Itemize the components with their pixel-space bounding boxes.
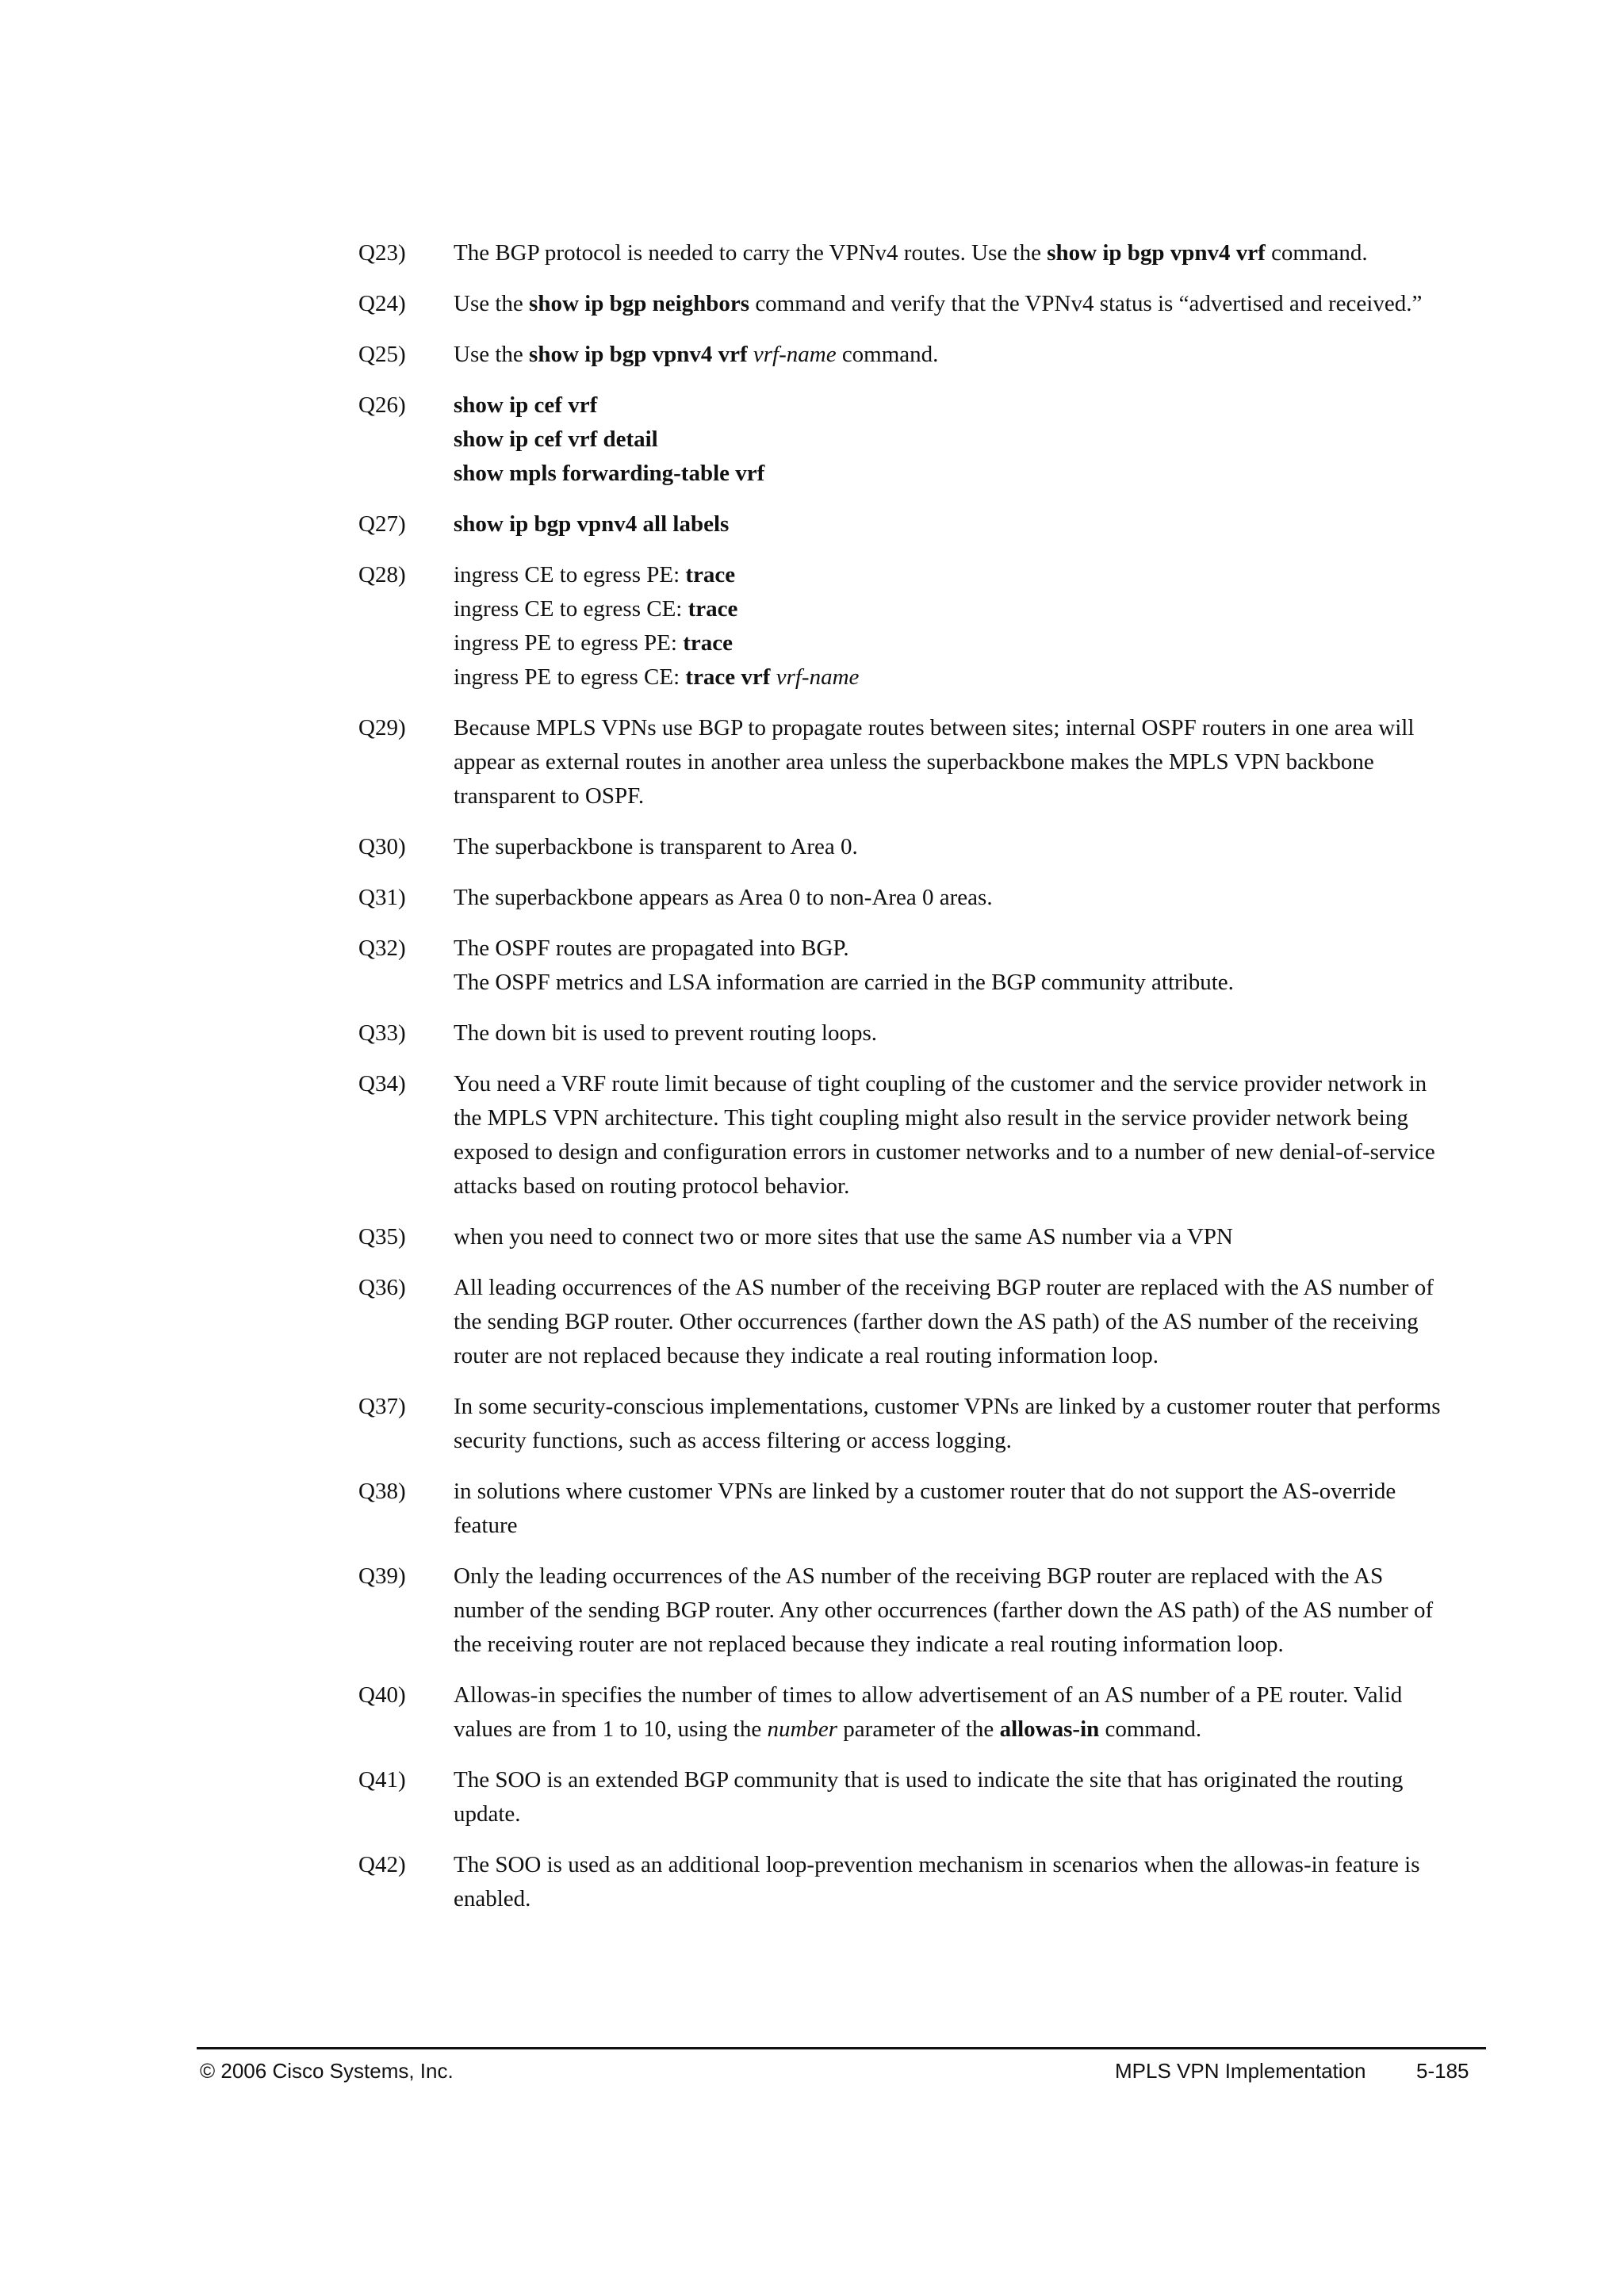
answer-line: [454, 1220, 1484, 1254]
question-number: Q39): [358, 1563, 406, 1589]
question-number: Q36): [358, 1275, 406, 1300]
answer-line: [454, 1305, 1484, 1339]
text-run: feature: [454, 1513, 518, 1538]
answer-line: [454, 1271, 1484, 1305]
answer-line: [454, 388, 1484, 423]
text-run: command.: [1099, 1716, 1202, 1742]
text-run: Use the: [454, 291, 530, 316]
question-number: Q31): [358, 885, 406, 910]
answer-item: [358, 830, 1484, 864]
text-run: Only the leading occurrences of the AS number of the receiving BGP router are replaced with the AS: [454, 1563, 1384, 1589]
answer-line: [454, 423, 1484, 457]
answer-line: [454, 1763, 1484, 1797]
answer-item: [358, 558, 1484, 695]
answer-text: [454, 1678, 1484, 1747]
answer-line: [454, 626, 1484, 660]
text-run: exposed to design and configuration errors in customer networks and to a number of new denial-of-service: [454, 1139, 1435, 1165]
answer-text: [454, 558, 1484, 695]
question-number: Q24): [358, 291, 406, 316]
command-text: show ip cef vrf: [454, 392, 598, 418]
text-run: The BGP protocol is needed to carry the VPNv4 routes. Use the: [454, 240, 1048, 266]
answer-line: [454, 1135, 1484, 1169]
answer-line: [454, 1339, 1484, 1373]
command-text: trace vrf: [685, 664, 771, 690]
answer-line: [454, 338, 1484, 372]
answer-line: [454, 558, 1484, 592]
text-run: ingress PE to egress PE:: [454, 630, 684, 656]
text-run: In some security-conscious implementations, customer VPNs are linked by a customer router that performs: [454, 1394, 1441, 1419]
answer-text: [454, 932, 1484, 1000]
answer-line: [454, 1712, 1484, 1747]
question-number: Q38): [358, 1479, 406, 1504]
text-run: Allowas-in specifies the number of times to allow advertisement of an AS number of a PE router. Valid: [454, 1682, 1403, 1708]
text-run: command.: [1265, 240, 1368, 266]
text-run: command.: [836, 342, 939, 367]
question-number: Q37): [358, 1394, 406, 1419]
text-run: the sending BGP router. Other occurrences (farther down the AS path) of the AS number of the receiving: [454, 1309, 1419, 1334]
answer-item: [358, 338, 1484, 372]
answer-text: [454, 1763, 1484, 1831]
command-text: show ip bgp neighbors: [529, 291, 750, 316]
text-run: the receiving router are not replaced because they indicate a real routing information loop.: [454, 1632, 1284, 1657]
text-run: The superbackbone appears as Area 0 to non-Area 0 areas.: [454, 885, 993, 910]
answer-text: [454, 1016, 1484, 1050]
text-run: command and verify that the VPNv4 status is “advertised and received.”: [749, 291, 1423, 316]
command-text: trace: [683, 630, 733, 656]
argument-text: vrf-name: [776, 664, 860, 690]
text-run: when you need to connect two or more sites that use the same AS number via a VPN: [454, 1224, 1233, 1249]
text-run: attacks based on routing protocol behavior.: [454, 1173, 850, 1199]
answer-item: [358, 1848, 1484, 1916]
text-run: appear as external routes in another area unless the superbackbone makes the MPLS VPN backbone: [454, 749, 1374, 775]
question-number: Q33): [358, 1020, 406, 1046]
command-text: show ip bgp vpnv4 vrf: [1047, 240, 1266, 266]
answer-text: [454, 881, 1484, 915]
text-run: The OSPF metrics and LSA information are carried in the BGP community attribute.: [454, 970, 1234, 995]
text-run: Use the: [454, 342, 530, 367]
footer-page-number: 5-185: [1416, 2059, 1469, 2083]
answer-text: [454, 1220, 1484, 1254]
answer-line: [454, 745, 1484, 779]
text-run: in solutions where customer VPNs are linked by a customer router that do not support the AS-override: [454, 1479, 1396, 1504]
answer-line: [454, 1509, 1484, 1543]
argument-text: vrf-name: [753, 342, 837, 367]
footer-document-title: MPLS VPN Implementation: [1115, 2059, 1366, 2083]
question-number: Q23): [358, 240, 406, 266]
question-number: Q32): [358, 936, 406, 961]
answer-text: [454, 1067, 1484, 1203]
answer-item: [358, 1475, 1484, 1543]
text-run: The superbackbone is transparent to Area 0.: [454, 834, 858, 859]
question-number: Q35): [358, 1224, 406, 1249]
text-run: number of the sending BGP router. Any other occurrences (farther down the AS path) of the AS number of: [454, 1598, 1434, 1623]
command-text: show mpls forwarding-table vrf: [454, 461, 765, 486]
answer-line: [454, 932, 1484, 966]
answer-item: [358, 1271, 1484, 1373]
text-run: You need a VRF route limit because of tight coupling of the customer and the service provider network in: [454, 1071, 1427, 1096]
answer-line: [454, 1848, 1484, 1882]
answer-line: [454, 1797, 1484, 1831]
answer-line: [454, 1594, 1484, 1628]
command-text: trace: [688, 596, 738, 622]
answer-text: [454, 287, 1484, 321]
answer-item: [358, 1220, 1484, 1254]
text-run: All leading occurrences of the AS number of the receiving BGP router are replaced with the AS number of: [454, 1275, 1434, 1300]
question-number: Q25): [358, 342, 406, 367]
answer-line: [454, 779, 1484, 813]
question-number: Q42): [358, 1852, 406, 1877]
answer-text: [454, 338, 1484, 372]
answer-line: [454, 457, 1484, 491]
text-run: ingress CE to egress PE:: [454, 562, 686, 587]
answer-line: [454, 236, 1484, 270]
text-run: Because MPLS VPNs use BGP to propagate routes between sites; internal OSPF routers in one area will: [454, 715, 1415, 740]
answer-text: [454, 1271, 1484, 1373]
text-run: parameter of the: [837, 1716, 1000, 1742]
text-run: transparent to OSPF.: [454, 783, 645, 809]
question-number: Q40): [358, 1682, 406, 1708]
answer-line: [454, 1016, 1484, 1050]
question-number: Q26): [358, 392, 406, 418]
answer-item: [358, 881, 1484, 915]
text-run: The SOO is an extended BGP community that is used to indicate the site that has originated the routing: [454, 1767, 1404, 1793]
answer-text: [454, 1848, 1484, 1916]
answer-line: [454, 507, 1484, 541]
answer-text: [454, 388, 1484, 491]
answer-line: [454, 966, 1484, 1000]
text-run: The OSPF routes are propagated into BGP.: [454, 936, 849, 961]
answer-line: [454, 287, 1484, 321]
answer-line: [454, 830, 1484, 864]
argument-text: number: [767, 1716, 838, 1742]
answer-line: [454, 1101, 1484, 1135]
answer-line: [454, 881, 1484, 915]
answer-item: [358, 287, 1484, 321]
text-run: ingress PE to egress CE:: [454, 664, 686, 690]
answer-line: [454, 1882, 1484, 1916]
text-run: enabled.: [454, 1886, 531, 1911]
answer-text: [454, 507, 1484, 541]
command-text: show ip cef vrf detail: [454, 427, 658, 452]
answer-text: [454, 830, 1484, 864]
question-number: Q41): [358, 1767, 406, 1793]
answer-text: [454, 1475, 1484, 1543]
answer-line: [454, 592, 1484, 626]
question-number: Q28): [358, 562, 406, 587]
text-run: the MPLS VPN architecture. This tight coupling might also result in the service provider network being: [454, 1105, 1408, 1131]
footer-divider: [197, 2047, 1486, 2049]
question-number: Q27): [358, 511, 406, 537]
answer-item: [358, 1559, 1484, 1662]
answer-line: [454, 1678, 1484, 1712]
text-run: router are not replaced because they indicate a real routing information loop.: [454, 1343, 1159, 1368]
answer-item: [358, 1067, 1484, 1203]
answer-text: [454, 236, 1484, 270]
answer-line: [454, 1559, 1484, 1594]
question-number: Q30): [358, 834, 406, 859]
answer-item: [358, 711, 1484, 813]
answer-item: [358, 236, 1484, 270]
text-run: The SOO is used as an additional loop-prevention mechanism in scenarios when the allowas-in feature is: [454, 1852, 1420, 1877]
answer-line: [454, 1067, 1484, 1101]
answer-text: [454, 711, 1484, 813]
answer-line: [454, 1390, 1484, 1424]
footer-copyright: © 2006 Cisco Systems, Inc.: [200, 2059, 454, 2083]
text-run: update.: [454, 1801, 521, 1827]
answer-text: [454, 1390, 1484, 1458]
answer-item: [358, 1390, 1484, 1458]
text-run: The down bit is used to prevent routing loops.: [454, 1020, 878, 1046]
command-text: show ip bgp vpnv4 all labels: [454, 511, 730, 537]
answer-line: [454, 1628, 1484, 1662]
answer-line: [454, 1169, 1484, 1203]
answer-item: [358, 388, 1484, 491]
command-text: trace: [685, 562, 736, 587]
answer-line: [454, 711, 1484, 745]
text-run: security functions, such as access filtering or access logging.: [454, 1428, 1012, 1453]
answer-item: [358, 1763, 1484, 1831]
text-run: [748, 342, 753, 367]
answer-text: [454, 1559, 1484, 1662]
answer-item: [358, 932, 1484, 1000]
command-text: allowas-in: [999, 1716, 1100, 1742]
text-run: values are from 1 to 10, using the: [454, 1716, 768, 1742]
answer-line: [454, 660, 1484, 695]
command-text: show ip bgp vpnv4 vrf: [529, 342, 748, 367]
answer-item: [358, 507, 1484, 541]
answer-line: [454, 1424, 1484, 1458]
answer-item: [358, 1678, 1484, 1747]
text-run: ingress CE to egress CE:: [454, 596, 688, 622]
question-number: Q29): [358, 715, 406, 740]
question-number: Q34): [358, 1071, 406, 1096]
answer-line: [454, 1475, 1484, 1509]
answer-key-list: [358, 236, 1484, 1933]
answer-item: [358, 1016, 1484, 1050]
text-run: [770, 664, 776, 690]
